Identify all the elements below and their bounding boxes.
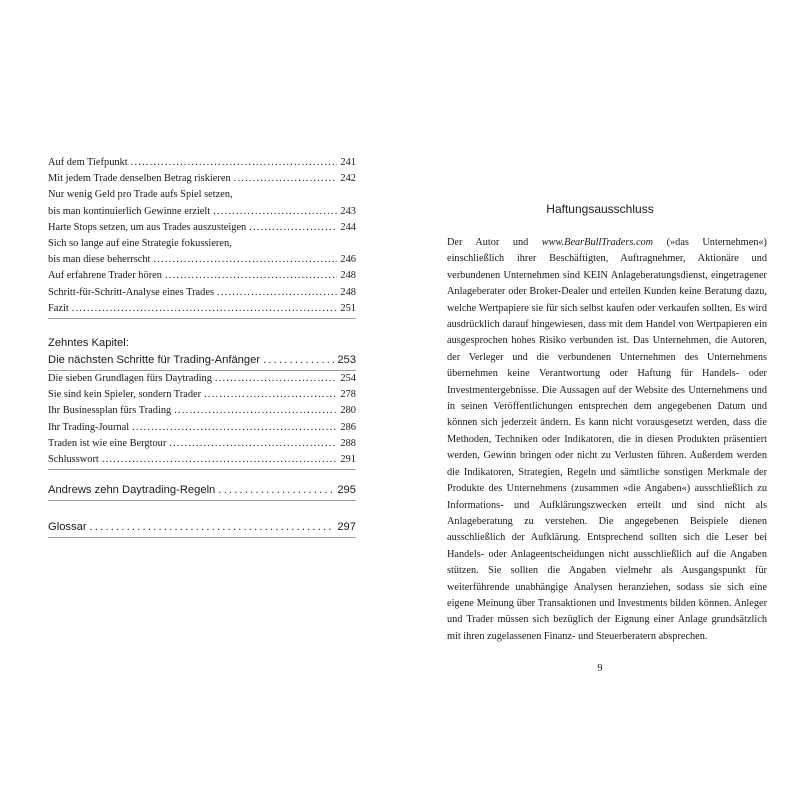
toc-entry-title: Ihr Businessplan fürs Trading — [48, 405, 172, 417]
toc-entry-page: 244 — [340, 221, 356, 233]
toc-entry[interactable] — [48, 171, 356, 187]
toc-entry-title: Traden ist wie eine Bergtour — [48, 437, 167, 449]
toc-section-rules — [48, 482, 356, 501]
toc-entry-title-line1: Sich so lange auf eine Strategie fokussieren, — [48, 238, 232, 250]
toc-entry-title: Die sieben Grundlagen fürs Daytrading — [48, 373, 212, 385]
toc-chapter-page: 295 — [337, 484, 356, 497]
toc-entry[interactable] — [48, 452, 356, 468]
disclaimer-website: www.BearBullTraders.com — [541, 237, 654, 248]
disclaimer-intro: Der Autor und — [447, 237, 542, 248]
toc-dot-leader — [215, 371, 337, 387]
toc-entry-page: 242 — [340, 173, 356, 185]
toc-entry-title: Mit jedem Trade denselben Betrag riskieren — [48, 173, 231, 185]
table-of-contents — [48, 155, 356, 538]
chapter-label: Zehntes Kapitel: — [48, 337, 129, 350]
toc-entry-title: Schlusswort — [48, 454, 99, 466]
toc-dot-leader — [218, 482, 334, 499]
disclaimer-text: (»das Unternehmen«) einschließlich ihrer Beschäftigten, Auftragnehmer, Aktionäre und verbundenen Unternehmen sind KEIN Anlageberatungsdienst, eingetragener Anlageberater oder Broker-Dealer und erteilen Kunden keine Beratung dazu, welche Wertpapiere sie für sich selbst kaufen oder verkaufen sollten. Es wird ausdrücklich darauf hingewiesen, dass mit dem Handel von Wertpapieren ein ausgesprochen hohes Risiko verbunden ist. Das Unternehmen, die Autoren, der Verleger und die verbundenen Unternehmen des Unternehmens übernehmen keine Verantwortung oder Haftung für Handels- oder Investmentergebnisse. Die Aussagen auf der Website des Unternehmens und in seinen Veröffentlichungen entsprechen dem angegebenen Datum und können sich jederzeit ändern. Es kann nicht vorausgesetzt werden, dass die Methoden, Techniken oder Indikatoren, die in diesen Produkten präsentiert werden, Gewinn bringen oder nicht zu Verlusten führen. Außerdem werden die Indikatoren, Strategien, Regeln und sämtliche sonstigen Merkmale der Produkte des Unternehmens (zusammen »die Angaben«) ausschließlich zu Informations- und Aufklärungszwecken erteilt und sind nicht als Anlageberatung zu verstehen. Die angegebenen Beispiele dienen ausschließlich der Aufklärung. Entsprechend sollten sich die Leser bei Handels- oder Anlageentscheidungen nicht ausschließlich auf die Angaben stützen. Sie sollten die Angaben vielmehr als Ausgangspunkt für weiterführende unabhängige Analysen heranziehen, sodass sie sich eine eigene Meinung über Transaktionen und Investments bilden können. Anleger und Trader müssen sich bezüglich der Eignung einer Anlage grundsätzlich mit ihren zugelassenen Finanz- und Steuerberatern absprechen. — [447, 237, 767, 642]
toc-dot-leader — [217, 285, 337, 301]
toc-chapter-entry[interactable] — [48, 482, 356, 499]
toc-dot-leader — [174, 403, 337, 419]
toc-entry[interactable] — [48, 387, 356, 403]
toc-chapter-page: 297 — [337, 521, 356, 534]
toc-dot-leader — [165, 268, 337, 284]
toc-entry[interactable] — [48, 155, 356, 171]
toc-entry-title: Ihr Trading-Journal — [48, 421, 130, 433]
toc-entry[interactable] — [48, 301, 356, 317]
toc-dot-leader — [213, 204, 337, 220]
toc-entry-title: bis man kontinuierlich Gewinne erzielt — [48, 205, 211, 217]
toc-entry[interactable] — [48, 268, 356, 284]
toc-chapter-10 — [48, 335, 356, 470]
toc-dot-leader — [263, 352, 334, 369]
toc-entry[interactable] — [48, 220, 356, 236]
page-number: 9 — [597, 663, 603, 674]
toc-entry-page: 278 — [340, 389, 356, 401]
toc-chapter-page: 253 — [337, 354, 356, 367]
toc-entry-page: 251 — [340, 302, 356, 314]
toc-entry-page: 248 — [340, 270, 356, 282]
toc-section-glossary — [48, 519, 356, 538]
toc-dot-leader — [90, 519, 335, 536]
toc-divider — [48, 500, 356, 501]
toc-entry-title: Harte Stops setzen, um aus Trades auszusteigen — [48, 221, 247, 233]
toc-entry-title: Sie sind kein Spieler, sondern Trader — [48, 389, 202, 401]
right-page-disclaimer — [400, 0, 800, 800]
toc-dot-leader — [249, 220, 337, 236]
toc-dot-leader — [102, 452, 337, 468]
toc-entry-page: 280 — [340, 405, 356, 417]
toc-entry-page: 246 — [340, 254, 356, 266]
toc-divider — [48, 537, 356, 538]
toc-dot-leader — [234, 171, 337, 187]
toc-entry[interactable] — [48, 403, 356, 419]
toc-dot-leader — [72, 301, 337, 317]
toc-entry-page: 291 — [340, 454, 356, 466]
toc-dot-leader — [153, 252, 337, 268]
toc-entry-page: 254 — [340, 373, 356, 385]
toc-dot-leader — [169, 436, 337, 452]
toc-entry-page: 288 — [340, 437, 356, 449]
toc-entry-page: 248 — [340, 286, 356, 298]
toc-entry-title: Schritt-für-Schritt-Analyse eines Trades — [48, 286, 215, 298]
toc-dot-leader — [131, 155, 337, 171]
toc-entry-page: 286 — [340, 421, 356, 433]
toc-entry[interactable] — [48, 420, 356, 436]
toc-entry-page: 243 — [340, 205, 356, 217]
toc-entry-multiline[interactable] — [48, 236, 356, 268]
toc-chapter-title: Andrews zehn Daytrading-Regeln — [48, 484, 216, 497]
toc-chapter-title: Die nächsten Schritte für Trading-Anfänger — [48, 354, 261, 367]
toc-entry-title: bis man diese beherrscht — [48, 254, 151, 266]
disclaimer-body — [447, 235, 767, 645]
toc-divider — [48, 318, 356, 319]
toc-entry[interactable] — [48, 285, 356, 301]
toc-dot-leader — [132, 420, 337, 436]
toc-entry-title: Fazit — [48, 302, 69, 314]
toc-entry[interactable] — [48, 436, 356, 452]
toc-entry-title-line1: Nur wenig Geld pro Trade aufs Spiel setzen, — [48, 189, 233, 201]
toc-chapter-entry[interactable] — [48, 352, 356, 369]
toc-chapter-title: Glossar — [48, 521, 87, 534]
toc-entry-title: Auf dem Tiefpunkt — [48, 157, 128, 168]
toc-entry-page: 241 — [340, 157, 356, 168]
toc-entry-title: Auf erfahrene Trader hören — [48, 270, 162, 282]
toc-dot-leader — [204, 387, 337, 403]
toc-entry[interactable] — [48, 371, 356, 387]
disclaimer-title: Haftungsausschluss — [546, 202, 654, 216]
toc-divider — [48, 469, 356, 470]
toc-entry-multiline[interactable] — [48, 187, 356, 219]
toc-chapter-entry[interactable] — [48, 519, 356, 536]
